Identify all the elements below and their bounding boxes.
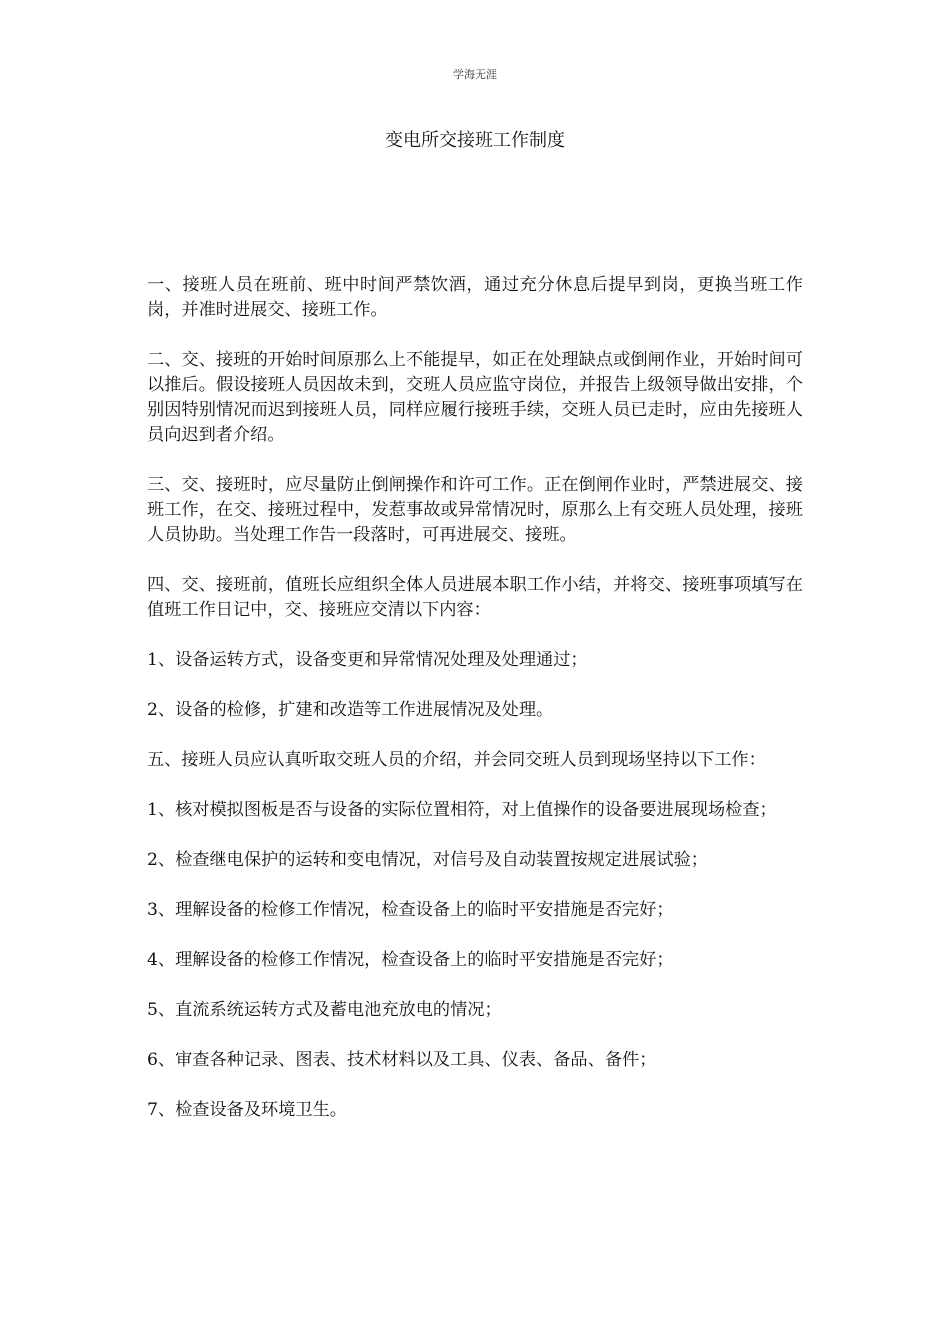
document-body	[147, 273, 803, 1148]
list-item-5-2: 2、检查继电保护的运转和变电情况，对信号及自动装置按规定进展试验；	[147, 850, 708, 870]
list-item-5-1: 1、核对模拟图板是否与设备的实际位置相符，对上值操作的设备要进展现场检查；	[147, 800, 777, 820]
paragraph-5: 五、接班人员应认真听取交班人员的介绍，并会同交班人员到现场坚持以下工作：	[147, 750, 766, 770]
list-item-5-7: 7、检查设备及环境卫生。	[147, 1100, 347, 1120]
paragraph-1: 一、接班人员在班前、班中时间严禁饮酒，通过充分休息后提早到岗，更换当班工作岗，并准时进展交、接班工作。	[147, 275, 803, 320]
paragraph-3: 三、交、接班时，应尽量防止倒闸操作和许可工作。正在倒闸作业时，严禁进展交、接班工作，在交、接班过程中，发惹事故或异常情况时，原那么上有交班人员处理，接班人员协助。当处理工作告一段落时，可再进展交、接班。	[147, 475, 803, 545]
document-title: 变电所交接班工作制度	[385, 130, 565, 151]
list-item-5-5: 5、直流系统运转方式及蓄电池充放电的情况；	[147, 1000, 502, 1020]
list-item-5-6: 6、审查各种记录、图表、技术材料以及工具、仪表、备品、备件；	[147, 1050, 657, 1070]
list-item-5-4: 4、理解设备的检修工作情况，检查设备上的临时平安措施是否完好；	[147, 950, 674, 970]
list-item-5-3: 3、理解设备的检修工作情况，检查设备上的临时平安措施是否完好；	[147, 900, 674, 920]
list-item-4-1: 1、设备运转方式，设备变更和异常情况处理及处理通过；	[147, 650, 588, 670]
list-item-4-2: 2、设备的检修，扩建和改造等工作进展情况及处理。	[147, 700, 554, 720]
page-header: 学海无涯	[453, 68, 497, 81]
paragraph-2: 二、交、接班的开始时间原那么上不能提早，如正在处理缺点或倒闸作业，开始时间可以推后。假设接班人员因故未到，交班人员应监守岗位，并报告上级领导做出安排，个别因特别情况而迟到接班人员，同样应履行接班手续，交班人员已走时，应由先接班人员向迟到者介绍。	[147, 350, 803, 445]
paragraph-4: 四、交、接班前，值班长应组织全体人员进展本职工作小结，并将交、接班事项填写在值班工作日记中，交、接班应交清以下内容：	[147, 575, 803, 620]
